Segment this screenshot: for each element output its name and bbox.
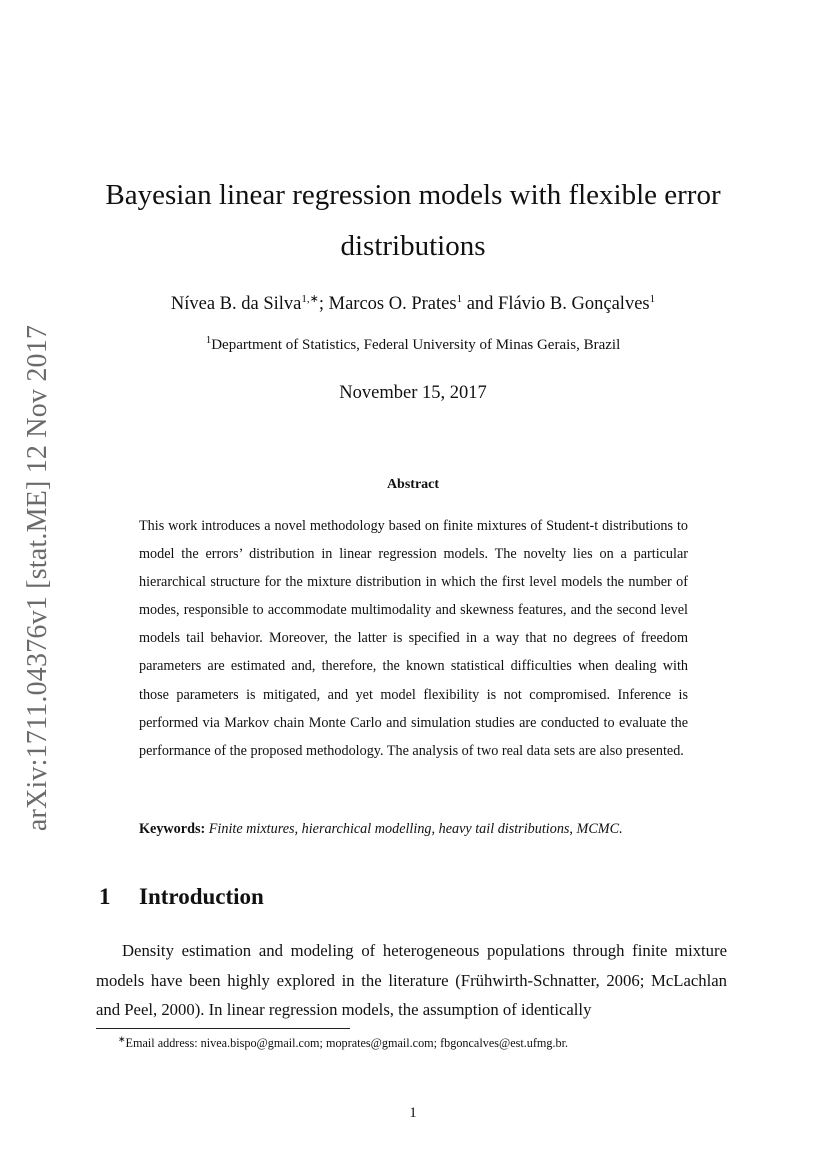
footnote-divider <box>96 1028 350 1029</box>
section-number: 1 <box>99 884 111 909</box>
section-heading-introduction <box>99 884 264 910</box>
page-number: 1 <box>409 1105 417 1121</box>
author-1-mark: 1,∗ <box>301 293 319 305</box>
author-2-mark: 1 <box>456 293 463 305</box>
footnote <box>118 1034 568 1051</box>
author-list <box>96 292 730 315</box>
affiliation-mark: 1 <box>205 334 212 346</box>
introduction-paragraph: Density estimation and modeling of heterogeneous populations through finite mixture models have been highly explored in the literature (Frühwirth-Schnatter, 2006; McLachlan and Peel, 2000). In linear regression models, the assumption of identically <box>96 941 727 1019</box>
title-line-2: distributions <box>340 230 486 262</box>
author-2: ; Marcos O. Prates <box>318 294 457 315</box>
abstract-body: This work introduces a novel methodology based on finite mixtures of Student-t distributions to model the errors’ distribution in linear regression models. The novelty lies on a particular hierarchical structure for the mixture distribution in which the first level models the number of modes, responsible to accommodate multimodality and skewness features, and the second level models tail behavior. Moreover, the latter is specified in a way that no degrees of freedom parameters are estimated and, therefore, the known statistical difficulties when dealing with those parameters is mitigated, and yet model flexibility is not compromised. Inference is performed via Markov chain Monte Carlo and simulation studies are conducted to evaluate the performance of the proposed methodology. The analysis of two real data sets are also presented. <box>139 518 688 759</box>
keywords <box>139 821 719 838</box>
section-title: Introduction <box>139 884 264 909</box>
footnote-text: Email address: nivea.bispo@gmail.com; moprates@gmail.com; fbgoncalves@est.ufmg.br. <box>125 1036 569 1051</box>
paper-title <box>96 170 730 272</box>
publication-date: November 15, 2017 <box>339 383 487 403</box>
arxiv-sidebar <box>0 0 53 832</box>
keywords-text: Finite mixtures, hierarchical modelling, heavy tail distributions, MCMC. <box>208 821 623 837</box>
affiliation-text: Department of Statistics, Federal University of Minas Gerais, Brazil <box>211 337 621 353</box>
affiliation <box>96 334 730 354</box>
author-1: Nívea B. da Silva <box>170 294 302 315</box>
author-3-mark: 1 <box>649 293 656 305</box>
arxiv-identifier: arXiv:1711.04376v1 [stat.ME] 12 Nov 2017 <box>22 324 53 832</box>
author-3: and Flávio B. Gonçalves <box>462 294 650 315</box>
title-line-1: Bayesian linear regression models with flexible error <box>105 179 721 211</box>
abstract-heading: Abstract <box>386 477 440 492</box>
keywords-label: Keywords: <box>139 821 206 837</box>
footnote-mark: ∗ <box>118 1034 126 1044</box>
